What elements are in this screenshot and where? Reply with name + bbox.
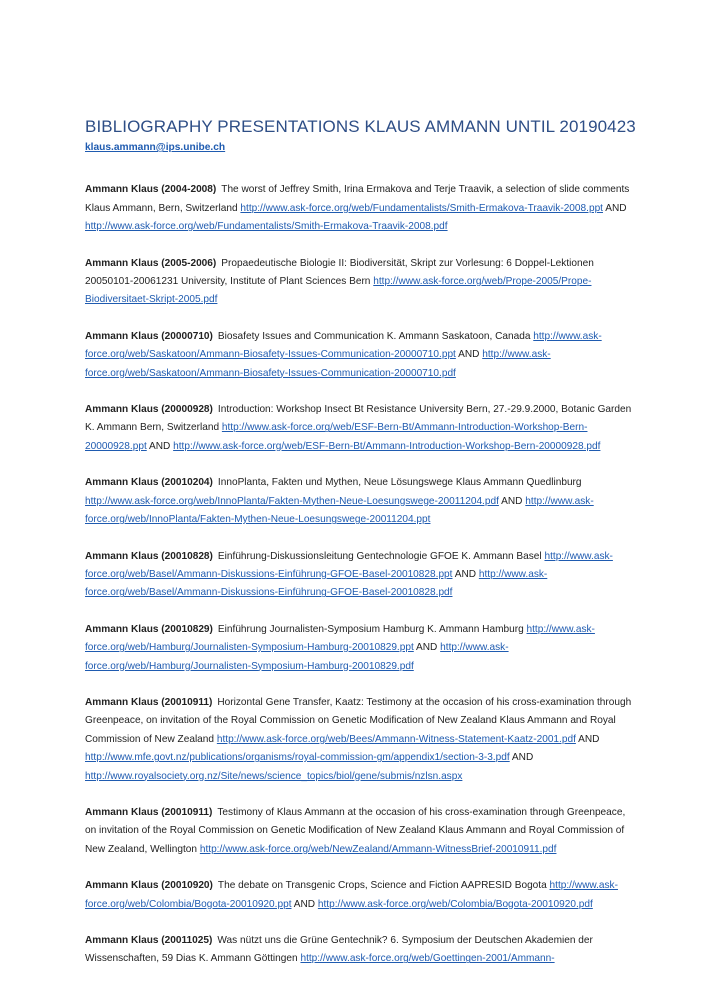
entry-author: Ammann Klaus (20010911) — [85, 696, 213, 708]
entry-link[interactable]: http://www.royalsociety.org.nz/Site/news/science_topics/biol/gene/submis/nzlsn.aspx — [85, 770, 463, 782]
bibliography-entry — [85, 932, 638, 969]
entry-link[interactable]: http://www.ask-force.org/web/Basel/Ammann-Diskussions-Einführung-GFOE-Basel-20010828.ppt — [85, 550, 613, 580]
bibliography-entry — [85, 694, 638, 786]
entry-author: Ammann Klaus (20010829) — [85, 623, 213, 635]
document-title: BIBLIOGRAPHY PRESENTATIONS KLAUS AMMANN UNTIL 20190423 — [85, 117, 636, 136]
link-separator: AND — [413, 642, 441, 654]
bibliography-entry — [85, 328, 638, 383]
entry-link[interactable]: http://www.ask-force.org/web/InnoPlanta/Fakten-Mythen-Neue-Loesungswege-20011204.pdf — [85, 495, 499, 507]
entry-author: Ammann Klaus (2004-2008) — [85, 184, 217, 196]
entry-author: Ammann Klaus (20010828) — [85, 550, 213, 562]
bibliography-list — [85, 181, 638, 968]
entry-description: Introduction: Workshop Insect Bt Resistance University Bern, 27.-29.9.2000, Botanic Garden K. Ammann Bern, Switzerland — [85, 404, 632, 434]
bibliography-entry — [85, 181, 638, 236]
entry-description: The worst of Jeffrey Smith, Irina Ermakova and Terje Traavik, a selection of slide comments Klaus Ammann, Bern, Switzerland — [85, 184, 630, 214]
entry-description: Biosafety Issues and Communication K. Ammann Saskatoon, Canada — [217, 330, 534, 342]
entry-description: Was nützt uns die Grüne Gentechnik? 6. Symposium der Deutschen Akademien der Wissenschaften, 59 Dias K. Ammann Göttingen — [85, 935, 593, 965]
bibliography-entry — [85, 255, 638, 310]
bibliography-entry — [85, 474, 638, 529]
link-separator: AND — [603, 202, 627, 214]
entry-description: Horizontal Gene Transfer, Kaatz: Testimony at the occasion of his cross-examination through Greenpeace, on invitation of the Royal Commission on Genetic Modification of New Zealand Klaus Ammann and Royal Commission of New Zealand — [85, 696, 632, 745]
entry-link[interactable]: http://www.ask-force.org/web/Basel/Ammann-Diskussions-Einführung-GFOE-Basel-20010828.pdf — [85, 568, 548, 599]
bibliography-entry — [85, 548, 638, 603]
author-email-link[interactable]: klaus.ammann@ips.unibe.ch — [85, 142, 226, 153]
link-separator: AND — [291, 898, 318, 910]
bibliography-entry — [85, 877, 638, 914]
entry-link[interactable]: http://www.ask-force.org/web/Saskatoon/Ammann-Biosafety-Issues-Communication-20000710.pdf — [85, 349, 551, 379]
entry-description: Propaedeutische Biologie II: Biodiversität, Skript zur Vorlesung: 6 Doppel-Lektionen 20050101-20061231 University, Institute of Plant Sciences Bern — [85, 257, 594, 288]
link-separator: AND — [455, 349, 483, 361]
entry-link[interactable]: http://www.ask-force.org/web/Goettingen-2001/Ammann- — [300, 953, 555, 965]
entry-link[interactable]: http://www.ask-force.org/web/ESF-Bern-Bt/Ammann-Introduction-Workshop-Bern-20000928.pdf — [173, 440, 601, 452]
entry-link[interactable]: http://www.ask-force.org/web/Prope-2005/Prope-Biodiversitaet-Skript-2005.pdf — [85, 276, 592, 306]
link-separator: AND — [452, 568, 479, 580]
entry-link[interactable]: http://www.ask-force.org/web/NewZealand/Ammann-WitnessBrief-20010911.pdf — [199, 843, 557, 855]
entry-link[interactable]: http://www.ask-force.org/web/Hamburg/Journalisten-Symposium-Hamburg-20010829.pdf — [85, 642, 509, 672]
entry-link[interactable]: http://www.ask-force.org/web/Hamburg/Journalisten-Symposium-Hamburg-20010829.ppt — [85, 623, 595, 654]
link-separator: AND — [575, 733, 600, 745]
entry-author: Ammann Klaus (20000710) — [85, 330, 213, 342]
entry-link[interactable]: http://www.ask-force.org/web/Fundamentalists/Smith-Ermakova-Traavik-2008.ppt — [240, 202, 603, 214]
bibliography-entry — [85, 621, 638, 676]
entry-author: Ammann Klaus (20010920) — [85, 880, 213, 892]
entry-author: Ammann Klaus (20010204) — [85, 477, 213, 489]
bibliography-entry — [85, 804, 638, 859]
entry-author: Ammann Klaus (20010911) — [85, 806, 213, 818]
entry-author: Ammann Klaus (2005-2006) — [85, 257, 217, 269]
entry-link[interactable]: http://www.ask-force.org/web/Bees/Ammann-Witness-Statement-Kaatz-2001.pdf — [216, 733, 576, 745]
document-body — [85, 116, 638, 987]
link-separator: AND — [498, 495, 526, 507]
bibliography-entry — [85, 401, 638, 456]
entry-description: InnoPlanta, Fakten und Mythen, Neue Lösungswege Klaus Ammann Quedlinburg — [217, 477, 582, 489]
entry-link[interactable]: http://www.ask-force.org/web/ESF-Bern-Bt/Ammann-Introduction-Workshop-Bern-20000928.ppt — [85, 422, 588, 452]
entry-description: Einführung Journalisten-Symposium Hamburg K. Ammann Hamburg — [217, 623, 527, 635]
entry-link[interactable]: http://www.mfe.govt.nz/publications/organisms/royal-commission-gm/appendix1/section-3-3.pdf — [85, 752, 510, 764]
entry-author: Ammann Klaus (20000928) — [85, 404, 213, 416]
entry-description: The debate on Transgenic Crops, Science and Fiction AAPRESID Bogota — [217, 880, 550, 892]
entry-link[interactable]: http://www.ask-force.org/web/Saskatoon/Ammann-Biosafety-Issues-Communication-20000710.ppt — [85, 330, 602, 361]
entry-description: Testimony of Klaus Ammann at the occasion of his cross-examination through Greenpeace, on invitation of the Royal Commission on Genetic Modification of New Zealand Klaus Ammann and Royal Commission of New Zealand, Wellington — [85, 806, 626, 855]
entry-link[interactable]: http://www.ask-force.org/web/InnoPlanta/Fakten-Mythen-Neue-Loesungswege-20011204.ppt — [85, 495, 594, 526]
entry-link[interactable]: http://www.ask-force.org/web/Colombia/Bogota-20010920.pdf — [317, 898, 593, 910]
entry-link[interactable]: http://www.ask-force.org/web/Colombia/Bogota-20010920.ppt — [85, 880, 618, 910]
link-separator: AND — [146, 440, 174, 452]
entry-link[interactable]: http://www.ask-force.org/web/Fundamentalists/Smith-Ermakova-Traavik-2008.pdf — [85, 221, 448, 233]
entry-description: Einführung-Diskussionsleitung Gentechnologie GFOE K. Ammann Basel — [217, 550, 545, 562]
entry-author: Ammann Klaus (20011025) — [85, 935, 213, 946]
link-separator: AND — [509, 752, 534, 764]
